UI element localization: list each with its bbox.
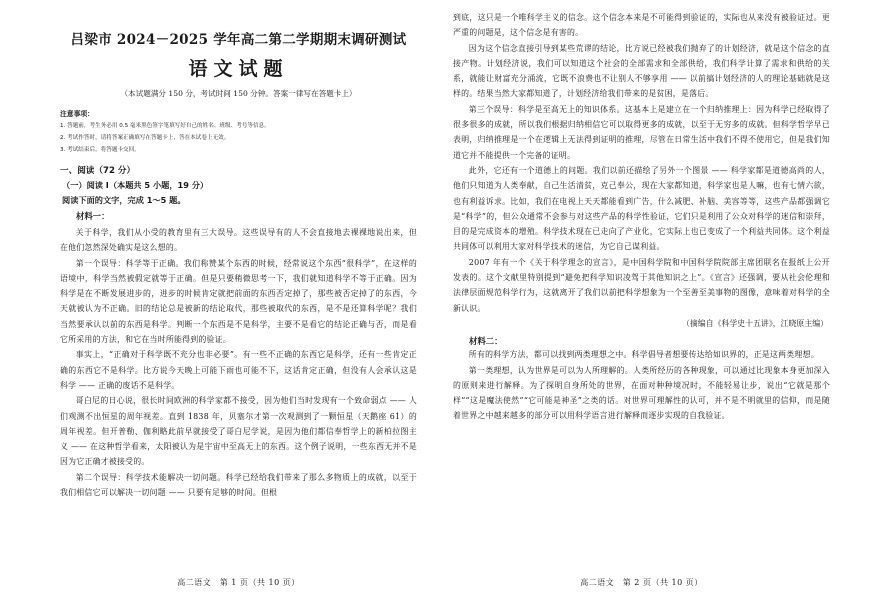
- paragraph: 此外，它还有一个道德上的问题。我们以前还描绘了另外一个图景 —— 科学家都是道德高尚的人，他们只知道为人类奉献，自己生活清贫，克己奉公，现在大家都知道，科学家也是人嘛，也有七情六欲，也有利益诉求。比如，我们在电视上天天都能看到广告，什么减肥、补脑、美容等等，这些产品都强调它是“科学”的，但公众通常不会参与对这些产品的科学性验证，它们只是利用了公众对科学的迷信和崇拜，目的是完成资本的增殖。科学技术现在已走向了产业化，它实际上也已变成了一个利益共同体。这个利益共同体可以利用大家对科学技术的迷信，为它自己谋利益。: [453, 165, 830, 252]
- page-footer: 高二语文 第 2 页（共 10 页）: [580, 578, 703, 587]
- attention-item: 2. 考试作答时，请将答案正确填写在答题卡上，答在本试卷上无效。: [60, 135, 230, 141]
- source-citation: （摘编自《科学史十五讲》，江晓原主编）: [682, 318, 828, 328]
- material-one-label: 材料一：: [76, 211, 110, 221]
- paragraph: 事实上，“正确对于科学既不充分也非必要”。有一些不正确的东西它是科学，还有一些肯定正确的东西它不是科学。比方说今天晚上可能下雨也可能不下，这话肯定正确，但没有人会承认这是科学 —— 正确的废话不是科学。: [60, 350, 417, 390]
- page-2: [435, 0, 870, 595]
- attention-list: [60, 121, 417, 155]
- paragraph: 第二个误导：科学技术能解决一切问题。科学已经给我们带来了那么多物质上的成就，以至于我们相信它可以解决一切问题 —— 只要有足够的时间。但根: [60, 472, 417, 498]
- material-one-body: [60, 225, 417, 500]
- exam-subject: 语文试题: [188, 58, 289, 80]
- exam-note: （本试题满分 150 分，考试时间 150 分钟。答案一律写在答题卡上）: [120, 89, 357, 98]
- reading-instruction: 阅读下面的文字，完成 1～5 题。: [62, 195, 186, 205]
- paragraph: 所有的科学方法，都可以找到两类理想之中。科学倡导者想要传达给如识界的，正是这两类理想。: [468, 350, 819, 360]
- material-two-label: 材料二：: [469, 336, 503, 347]
- paragraph: 第一类理想，认为世界是可以为人所理解的。人类所经历的各种现象，可以通过比现象本身更加深入的原则来进行解释。为了探明自身所处的世界，在面对种种境况时，不能轻易让步，说出“它就是那个样”“这是魔法使然”“它可能是神圣”之类的话。对世界可理解性的认可，并不是不明就里的信仰，而是随着世界之中越来越多的部分可以用科学语言进行解释而逐步实现的自我验证。: [453, 365, 830, 421]
- section-heading: 一、阅读（72 分）: [60, 166, 136, 176]
- attention-item: 3. 考试结束后，将答题卡交回。: [60, 147, 140, 153]
- subsection-heading: （一）阅读 I（本题共 5 小题，19 分）: [62, 180, 209, 190]
- attention-heading: 注意事项：: [60, 110, 94, 118]
- paragraph: 第三个误导：科学是至高无上的知识体系。这基本上是建立在一个归纳推理上：因为科学已经取得了很多很多的成就，所以我们根据归纳相信它可以取得更多的成就，以至于无穷多的成就。但科学哲学早已表明，归纳推理是一个在逻辑上无法得到证明的推理，尽管在日常生活中我们不得不使用它，但是我们知道它并不能提供一个完备的证明。: [453, 104, 830, 160]
- paragraph: 2007 年有一个《关于科学理念的宣言》，是中国科学院和中国科学院院部主席团联名在报纸上公开发表的。这个文献里特别提到“避免把科学知识凌驾于其他知识之上”。《宣言》还强调，要从社会伦理和法律层面规范科学行为，这就离开了我们以前把科学想象为一个至善至美事物的图像，意味着对科学的全新认识。: [453, 257, 830, 313]
- paragraph: 第一个误导：科学等于正确。我们称赞某个东西的时候，经常说这个东西“很科学”，在这样的语境中，科学当然被假定就等于正确。但是只要稍微思考一下，我们就知道科学不等于正确。因为科学是在不断发展进步的，进步的时候肯定就把前面的东西否定掉了，那些被否定掉了的东西，今天就被认为不正确。旧的结论总是被新的结论取代，那些被取代的东西，是不是还算科学呢？我们当然要承认以前的东西是科学。判断一个东西是不是科学，主要不是看它的结论正确与否，而是看它所采用的方法，和它在当时所能得到的验证。: [60, 258, 417, 345]
- paragraph: 哥白尼的日心说，很长时间欧洲的科学家都不接受，因为他们当时发现有一个致命弱点 —— 人们观测不出恒星的周年视差。直到 1838 年，贝塞尔才第一次观测到了一颗恒星（天鹅座 61）的周年视差。但开普勒、伽利略此前早就接受了哥白尼学说，是因为他们都信奉哲学上的新柏拉图主义 —— 在这种哲学看来，太阳被认为是宇宙中至高无上的东西。这个例子说明，一些东西无并不是因为它正确才被接受的。: [60, 396, 417, 467]
- material-one-continued: [453, 10, 830, 316]
- paragraph: 到底，这只是一个唯科学主义的信念。这个信念本来是不可能得到验证的，实际也从来没有被验证过。更严重的问题是，这个信念是有害的。: [453, 13, 830, 38]
- paragraph: 因为这个信念直接引导到某些荒谬的结论，比方说已经被我们抛弃了的计划经济，就是这个信念的直接产物。计划经济说，我们可以知道这个社会的全部需求和全部供给，我们科学计算了需求和供给的关系，就能让财富充分涌流，它既不浪费也不让别人不够享用 —— 以前搞计划经济的人的理论基础就是这样的。结果当然大家都知道了，计划经济给我们带来的是贫困，是落后。: [453, 43, 830, 99]
- material-two-body: [453, 347, 830, 423]
- attention-item: 1. 答题前，考生务必用 0.5 毫米黑色签字笔填写好自己的姓名、班级、考号等信息。: [60, 123, 270, 129]
- page-footer: 高二语文 第 1 页（共 10 页）: [177, 578, 300, 587]
- paragraph: 关于科学，我们从小受的教育里有三大误导。这些误导有的人不会直接地去裸裸地说出来，但在他们忽然深处确实是这么想的。: [60, 228, 417, 253]
- exam-title: 吕梁市 2024－2025 学年高二第二学期期末调研测试: [70, 32, 407, 48]
